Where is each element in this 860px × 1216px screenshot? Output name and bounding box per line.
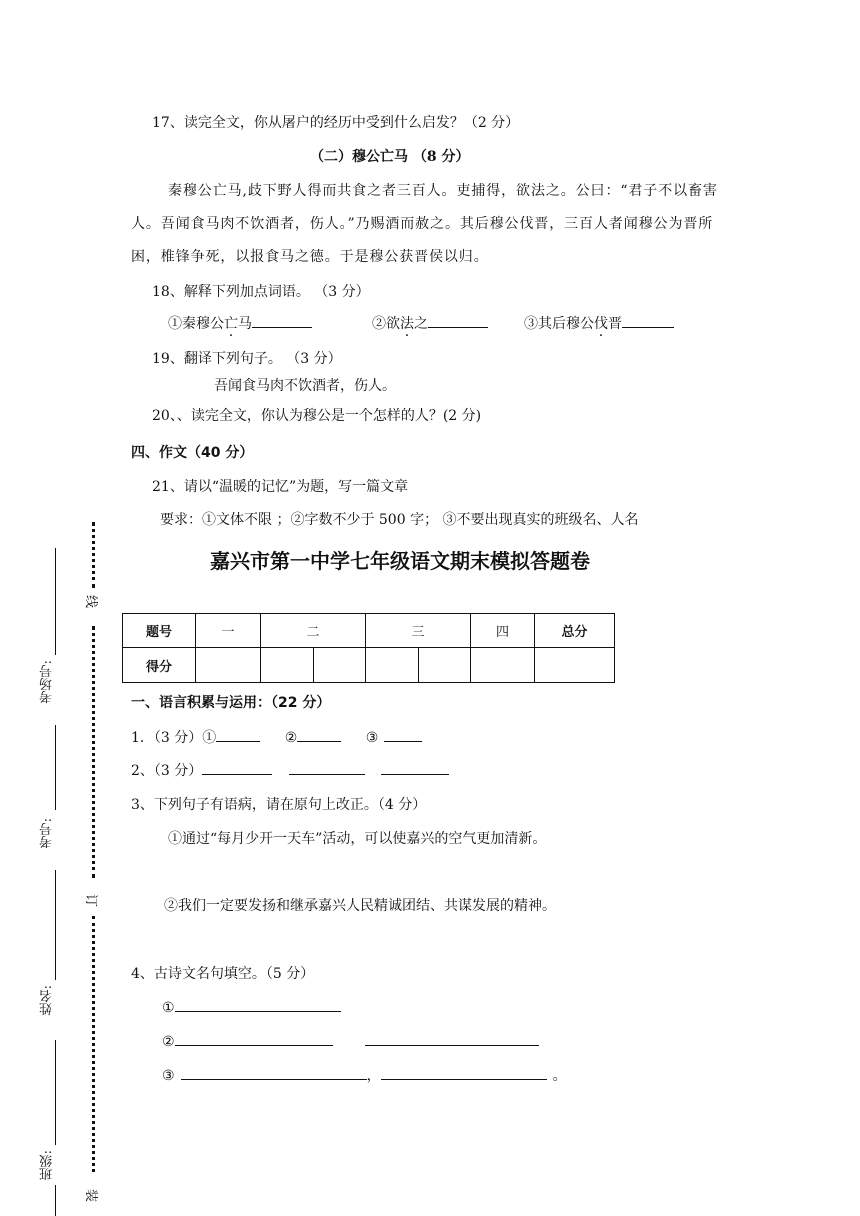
question-21-requirements: 要求：①文体不限 ；②字数不少于 500 字； ③不要出现真实的班级名、人名: [160, 512, 639, 528]
exam-room-label: 考场号:: [40, 660, 55, 704]
answer-4-3-label: ③: [162, 1068, 175, 1084]
score-cell[interactable]: [196, 648, 261, 683]
passage-line: 秦穆公亡马,歧下野人得而共食之者三百人。吏捕得，欲法之。公曰：“君子不以畜害: [168, 183, 718, 199]
question-20: 20、、读完全文，你认为穆公是一个怎样的人？(2 分): [152, 408, 482, 424]
q18-item-b: [372, 313, 488, 333]
exam-room-line[interactable]: [55, 548, 56, 655]
answer-2-label: 2、（3 分）: [131, 763, 203, 779]
q18-a-suffix: 马: [238, 316, 252, 332]
answer-blank[interactable]: [175, 997, 341, 1012]
q18-c-dotted-word: 伐: [594, 316, 608, 332]
answer-4-period: 。: [552, 1068, 567, 1084]
score-cell[interactable]: [366, 648, 419, 683]
score-cell[interactable]: [261, 648, 314, 683]
binding-dotted-line: [92, 522, 95, 588]
table-row: [123, 614, 615, 648]
score-cell[interactable]: [313, 648, 366, 683]
answer-blank[interactable]: [216, 727, 260, 742]
name-line[interactable]: [55, 1040, 56, 1145]
answer-4-1-label: ①: [162, 1000, 175, 1016]
answer-4-item-2: [162, 1031, 539, 1050]
answer-1-label: 1．（3 分）①: [131, 730, 217, 746]
exam-no-label: 考号:: [40, 818, 55, 849]
table-row: [123, 648, 615, 683]
answer-3-sentence-2[interactable]: ②我们一定要发扬和继承嘉兴人民精诚团结、共谋发展的精神。: [164, 898, 556, 914]
answer-3-sentence-1[interactable]: ①通过“每月少开一天车”活动，可以使嘉兴的空气更加清新。: [168, 831, 547, 847]
answer-1-three: ③: [365, 730, 379, 746]
answer-blank[interactable]: [365, 1031, 539, 1046]
score-cell[interactable]: [418, 648, 471, 683]
q18-b-prefix: ②欲: [372, 316, 400, 332]
answer-3: 3、下列句子有语病，请在原句上改正。（4 分）: [131, 797, 427, 813]
exam-no-line[interactable]: [55, 870, 56, 980]
section-4-title: 四、作文（40 分）: [131, 445, 254, 461]
answer-1: [131, 727, 422, 747]
table-header-cell: 一: [196, 614, 261, 648]
binding-mark-zhuang: 装: [83, 1188, 99, 1203]
answer-4-item-3: [162, 1065, 567, 1085]
answer-blank[interactable]: [289, 760, 365, 775]
answer-sheet-title: 嘉兴市第一中学七年级语文期末模拟答题卷: [210, 549, 590, 573]
table-header-cell: 总分: [535, 614, 615, 648]
table-header-cell: 三: [366, 614, 471, 648]
passage-line: 人。吾闻食马肉不饮酒者，伤人。”乃赐酒而赦之。其后穆公伐晋，三百人者闻穆公为晋所: [131, 216, 714, 232]
answer-2: [131, 760, 449, 780]
answer-blank[interactable]: [252, 313, 312, 328]
q18-a-prefix: ①秦穆公: [168, 316, 224, 332]
q18-a-dotted-word: 亡: [224, 316, 238, 332]
q18-item-a: [168, 313, 312, 333]
table-header-cell: 二: [261, 614, 366, 648]
score-cell[interactable]: [471, 648, 535, 683]
class-label: 班级:: [40, 1150, 55, 1181]
answer-4: 4、古诗文名句填空。（5 分）: [131, 966, 315, 982]
answer-blank[interactable]: [297, 727, 341, 742]
question-19: 19、翻译下列句子。 （3 分）: [152, 351, 342, 367]
answer-4-comma: ，: [366, 1068, 381, 1084]
answer-4-2-label: ②: [162, 1034, 175, 1050]
binding-mark-ding: 订: [83, 893, 99, 908]
answer-blank[interactable]: [381, 1065, 547, 1080]
answer-blank[interactable]: [181, 1065, 367, 1080]
table-header-cell: 题号: [123, 614, 196, 648]
binding-dotted-line: [92, 626, 95, 878]
question-19-sentence: 吾闻食马肉不饮酒者，伤人。: [214, 378, 396, 394]
q18-c-suffix: 晋: [608, 316, 622, 332]
answer-blank[interactable]: [384, 727, 422, 742]
q18-item-c: [524, 313, 674, 333]
section-1-title: 一、语言积累与运用：（22 分）: [131, 695, 331, 711]
name-label: 姓名:: [40, 985, 55, 1016]
q18-b-dotted-word: 法: [400, 316, 414, 332]
class-line[interactable]: [55, 1185, 56, 1216]
binding-mark-xian: 线: [83, 594, 99, 609]
question-18: 18、解释下列加点词语。 （3 分）: [152, 284, 370, 300]
section-2-title: （二）穆公亡马 （8 分）: [310, 149, 470, 165]
binding-dotted-line: [92, 916, 95, 1172]
passage-line: 困，椎锋争死，以报食马之德。于是穆公获晋侯以归。: [131, 249, 489, 265]
question-21: 21、请以“温暖的记忆”为题，写一篇文章: [152, 479, 409, 495]
exam-no-line[interactable]: [55, 725, 56, 810]
answer-blank[interactable]: [622, 313, 674, 328]
table-header-cell: 四: [471, 614, 535, 648]
q18-b-suffix: 之: [414, 316, 428, 332]
answer-blank[interactable]: [175, 1031, 333, 1046]
answer-1-two: ②: [284, 730, 298, 746]
table-row-label: 得分: [123, 648, 196, 683]
answer-blank[interactable]: [202, 760, 272, 775]
score-table: [122, 613, 615, 683]
q18-c-prefix: ③其后穆公: [524, 316, 594, 332]
score-cell[interactable]: [535, 648, 615, 683]
answer-blank[interactable]: [428, 313, 488, 328]
answer-4-item-1: [162, 997, 341, 1016]
question-17: 17、读完全文，你从屠户的经历中受到什么启发？（2 分）: [152, 115, 520, 131]
answer-blank[interactable]: [381, 760, 449, 775]
